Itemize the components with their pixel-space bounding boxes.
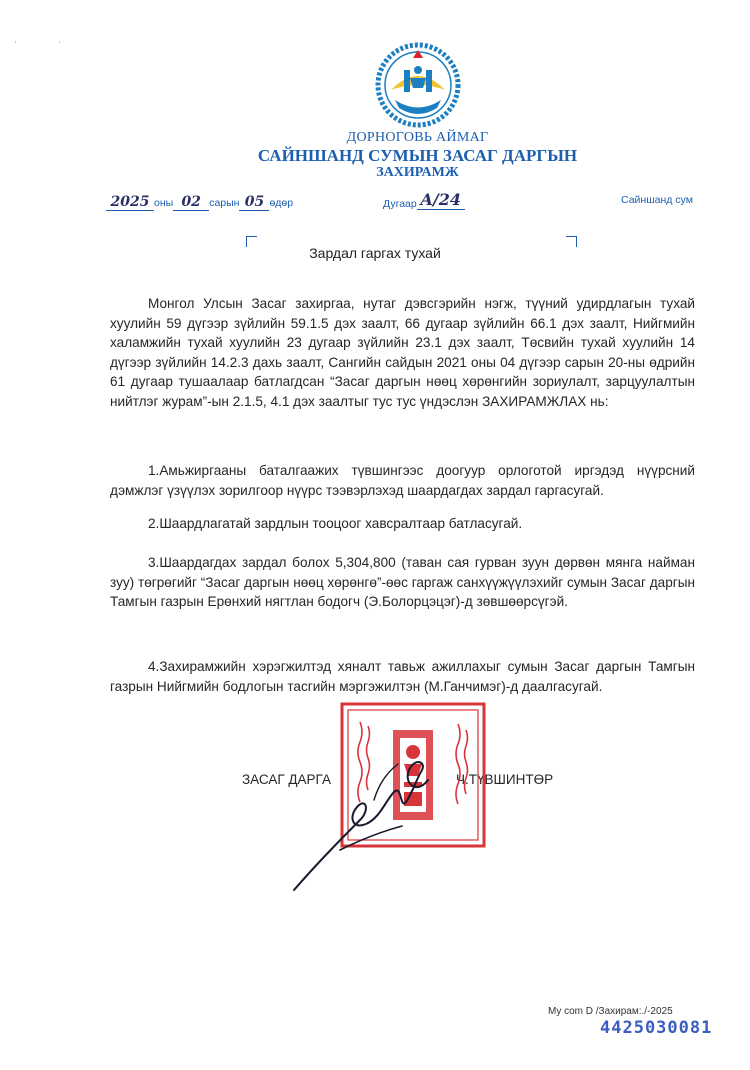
date-year: 2025 bbox=[106, 194, 154, 211]
number-line bbox=[383, 190, 465, 210]
date-month-suffix: сарын bbox=[209, 197, 240, 209]
scan-mark: ˌ bbox=[58, 34, 61, 43]
handwritten-signature bbox=[290, 740, 440, 900]
place-name: Сайншанд сум bbox=[621, 194, 693, 206]
scan-mark: ˌ bbox=[14, 34, 17, 43]
order-item-1: 1.Амьжиргааны баталгаажих түвшингээс доогуур орлоготой иргэдэд нүүрсний дэмжлэг үзүүлэх зорилгоор нүүрс тээвэрлэхэд шаардагдах зардал гаргасугай. bbox=[110, 463, 695, 498]
footer-serial-number: 4425030081 bbox=[600, 1018, 713, 1038]
date-year-suffix: оны bbox=[154, 197, 174, 209]
signatory-title: ЗАСАГ ДАРГА bbox=[242, 772, 331, 787]
document-subject: Зардал гаргах тухай bbox=[309, 245, 441, 261]
order-item-2: 2.Шаардлагатай зардлын тооцоог хавсралтаар батласугай. bbox=[148, 516, 523, 531]
document-type: ЗАХИРАМЖ bbox=[376, 165, 459, 180]
state-emblem-icon bbox=[373, 40, 463, 130]
order-item-4: 4.Захирамжийн хэрэгжилтэд хяналт тавьж ажиллахыг сумын Засаг даргын Тамгын газрын Нийгмийн бодлогын тасгийн мэргэжилтэн (М.Ганчимэг)-д даалгасугай. bbox=[110, 659, 695, 694]
date-day: 05 bbox=[239, 194, 269, 211]
aimag-name: ДОРНОГОВЬ АЙМАГ bbox=[346, 130, 489, 145]
preamble-paragraph: Монгол Улсын Засаг захиргаа, нутаг дэвсгэрийн нэгж, түүний удирдлагын тухай хуулийн 59 дүгээр зүйлийн 59.1.5 дэх заалт, 66 дугаар зүйлийн 66.1 дэх заалт, Нийгмийн халамжийн тухай хуулийн 23 дугаар зүйлийн 23.1 дэх заалт, Төсвийн тухай хуулийн 14 дүгээр зүйлийн 14.2.3 дахь заалт, Сангийн сайдын 2021 оны 04 дүгээр сарын 20-ны өдрийн 61 дугаар тушаалаар батлагдсан “Засаг даргын нөөц хөрөнгийн зориулалт, зарцуулалтын нийтлэг журам”-ын 2.1.5, 4.1 дэх заалтыг тус тус үндэслэн ЗАХИРАМЖЛАХ нь: bbox=[110, 296, 695, 409]
office-name: САЙНШАНД СУМЫН ЗАСАГ ДАРГЫН bbox=[257, 146, 578, 165]
document-number: A/24 bbox=[417, 190, 465, 210]
number-label: Дугаар bbox=[383, 198, 417, 210]
date-month: 02 bbox=[173, 194, 209, 211]
footer-reference: My com D /Захирам:./-2025 bbox=[548, 1006, 673, 1017]
date-day-suffix: өдөр bbox=[269, 197, 294, 209]
signatory-name: Ч.ТҮВШИНТӨР bbox=[456, 772, 554, 787]
order-item-3: 3.Шаардагдах зардал болох 5,304,800 (таван сая гурван зуун дөрвөн мянга найман зуу) төгрөгийг “Засаг даргын нөөц хөрөнгө”-өөс гаргаж санхүүжүүлэхийг сумын Засаг даргын Тамгын газрын Ерөнхий нягтлан бодогч (Э.Болорцэцэг)-д зөвшөөрсүгэй. bbox=[110, 555, 695, 610]
date-line bbox=[106, 194, 293, 211]
